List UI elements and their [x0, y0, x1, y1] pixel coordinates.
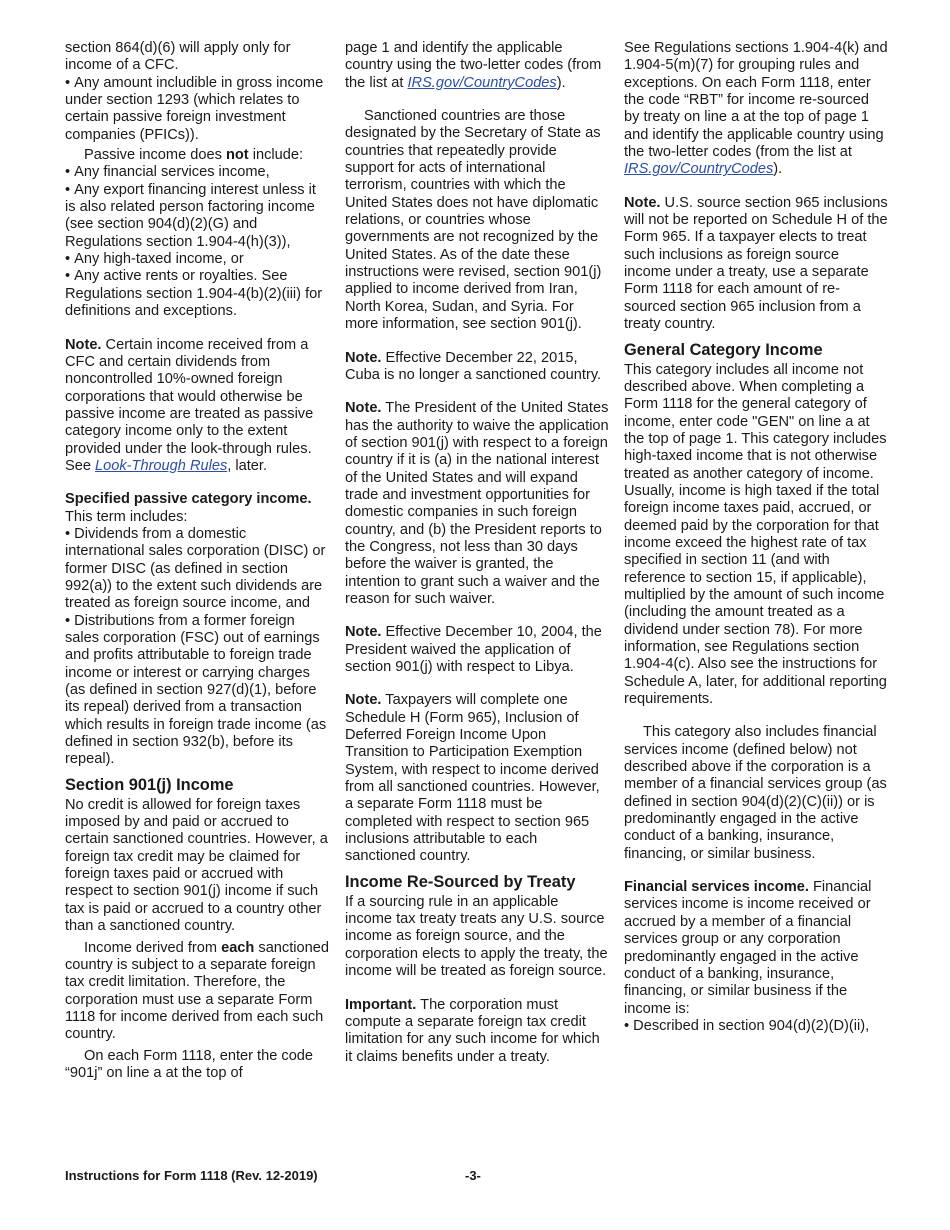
- note-paragraph: Note. The President of the United States has the authority to waive the application of section 901(j) with respect to a foreign country if it is (a) in the national interest of the United States and will expand trade and investment opportunities for domestic companies in such foreign country, and (b) the President reports to the Congress, not less than 30 days before the waiver is granted, the intention to grant such a waiver and the reason for such waiver.: [345, 400, 609, 607]
- paragraph: This category includes all income not described above. When completing a Form 1118 for the general category of income, enter code "GEN" on line a at the top of page 1. This category includes high-taxed income that is not otherwise treated as another category of income. Usually, income is high taxed if the total foreign income taxes paid, accrued, or deemed paid by the corporation for that income exceed the highest rate of tax specified in section 11 (and with reference to section 15, if applicable), multiplied by the amount of such income (including the amount treated as a dividend under section 78). For more information, see Regulations section 1.904-4(c). Also see the instructions for Schedule A, later, for additional reporting requirements.: [624, 361, 887, 708]
- paragraph: Passive income does not include:: [84, 147, 304, 164]
- paragraph: Sanctioned countries are those designated by the Secretary of State as countries that repeatedly provide support for acts of international terrorism, countries with which the United States does not have diplomatic relations, or countries whose governments are not recognized by the United States. As of the date these instructions were revised, section 901(j) applied to income derived from Iran, North Korea, Sudan, and Syria. For more information, see section 901(j).: [345, 108, 602, 333]
- bullet-item: • Dividends from a domestic international sales corporation (DISC) or former DISC (as defined in section 992(a)) to the extent such dividends are treated as foreign source income, and: [65, 526, 329, 613]
- paragraph: See Regulations sections 1.904-4(k) and 1.904-5(m)(7) for grouping rules and exceptions. On each Form 1118, enter the code “RBT” for income re-sourced by treaty on line a at the top of page 1 and identify the applicable country using the two-letter codes (from the list at IRS.gov/CountryCodes).: [624, 40, 888, 178]
- bullet-item: • Described in section 904(d)(2)(D)(ii),: [624, 1018, 888, 1035]
- note-paragraph: Note. Effective December 10, 2004, the President waived the application of section 901(j) with respect to Libya.: [345, 624, 602, 675]
- bullet-item: • Distributions from a former foreign sales corporation (FSC) out of earnings and profits attributable to foreign trade income or interest or carrying charges (as defined in section 927(d)(1), before its repeal) derived from a transaction which results in foreign trade income (as defined in section 932(b), before its repeal).: [65, 613, 329, 769]
- note-paragraph: Note. Taxpayers will complete one Schedule H (Form 965), Inclusion of Deferred Foreign Income Upon Transition to Participation Exemption System, with respect to income derived from all sanctioned countries. However, a separate Form 1118 must be completed with respect to section 965 inclusions attributable to each sanctioned country.: [345, 692, 600, 865]
- paragraph: section 864(d)(6) will apply only for income of a CFC.: [65, 40, 291, 74]
- note-paragraph: Note. Effective December 22, 2015, Cuba is no longer a sanctioned country.: [345, 349, 602, 383]
- country-codes-link[interactable]: IRS.gov/CountryCodes: [407, 74, 557, 91]
- paragraph: page 1 and identify the applicable country using the two-letter codes (from the list at IRS.gov/CountryCodes).: [345, 40, 602, 91]
- section-heading: Income Re-Sourced by Treaty: [345, 872, 576, 891]
- column-2: [345, 40, 609, 1066]
- column-3: [624, 40, 888, 1035]
- specified-passive-paragraph: Specified passive category income. This term includes:: [65, 491, 312, 525]
- bullet-item: • Any high-taxed income, or: [65, 251, 329, 268]
- look-through-rules-link[interactable]: Look-Through Rules: [95, 457, 228, 474]
- note-paragraph: Note. U.S. source section 965 inclusions will not be reported on Schedule H of the Form 965. If a taxpayer elects to treat such inclusions as foreign source income under a treaty, use a separate Form 1118 for each amount of re-sourced section 965 inclusion from a treaty country.: [624, 194, 888, 333]
- bullet-item: • Any export financing interest unless it is also related person factoring income (see section 904(d)(2)(G) and Regulations section 1.904-4(h)(3)),: [65, 182, 329, 251]
- section-heading: General Category Income: [624, 340, 823, 359]
- country-codes-link[interactable]: IRS.gov/CountryCodes: [624, 161, 774, 178]
- bullet-item: • Any active rents or royalties. See Regulations section 1.904-4(b)(2)(iii) for definitions and exceptions.: [65, 268, 329, 320]
- footer-form-title: Instructions for Form 1118 (Rev. 12-2019): [65, 1168, 318, 1183]
- paragraph: No credit is allowed for foreign taxes imposed by and paid or accrued to certain sanctioned countries. However, a foreign tax credit may be claimed for foreign taxes paid or accrued with respect to section 901(j) income if such tax is paid or accrued to a country other than a sanctioned country.: [65, 796, 328, 935]
- note-paragraph: Note. Certain income received from a CFC and certain dividends from noncontrolled 10%-owned foreign corporations that would otherwise be passive income are treated as passive category income only to the extent provided under the look-through rules. See Look-Through Rules, later.: [65, 336, 314, 474]
- paragraph: If a sourcing rule in an applicable income tax treaty treats any U.S. source income as foreign source, and the corporation elects to apply the treaty, the income will be treated as foreign source.: [345, 893, 608, 980]
- paragraph: On each Form 1118, enter the code “901j” on line a at the top of: [65, 1047, 314, 1081]
- paragraph: Income derived from each sanctioned country is subject to a separate foreign tax credit limitation. Therefore, the corporation must use a separate Form 1118 for income derived from each such country.: [65, 939, 329, 1043]
- bullet-item: • Any financial services income,: [65, 164, 329, 181]
- financial-services-paragraph: Financial services income. Financial services income is income received or accrued by a member of a financial services group or any corporation predominantly engaged in the active conduct of a banking, insurance, financing, or similar business if the income is:: [624, 879, 872, 1017]
- bullet-item: • Any amount includible in gross income under section 1293 (which relates to certain passive foreign investment companies (PFICs)).: [65, 75, 329, 144]
- page-number: -3-: [465, 1168, 481, 1183]
- section-heading: Section 901(j) Income: [65, 775, 234, 794]
- important-paragraph: Important. The corporation must compute a separate foreign tax credit limitation for any such income for which it claims benefits under a treaty.: [345, 996, 600, 1065]
- column-1: [65, 40, 329, 1082]
- paragraph: This category also includes financial services income (defined below) not described above if the corporation is a member of a financial services group (as defined in section 904(d)(2)(C)(ii)) or is predominantly engaged in the active conduct of a banking, insurance, financing, or similar business.: [624, 724, 887, 862]
